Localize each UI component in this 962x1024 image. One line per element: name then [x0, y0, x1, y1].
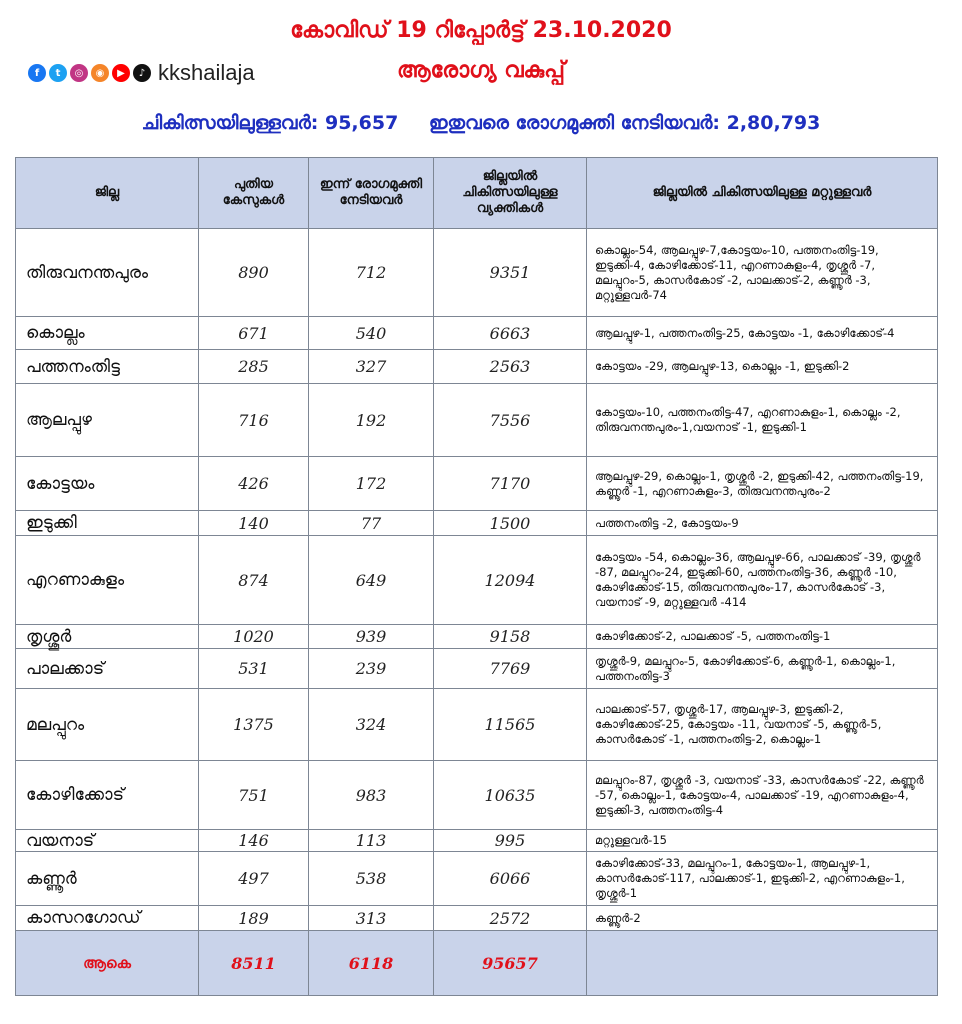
active-cell: 2572: [434, 906, 587, 931]
others-cell: കണ്ണൂർ-2: [587, 906, 938, 931]
others-cell: കോട്ടയം-10, പത്തനംതിട്ട-47, എറണാകുളം-1, കൊല്ലം -2, തിരുവനന്തപുരം-1,വയനാട് -1, ഇടുക്കി-1: [587, 384, 938, 457]
recovered-cell: 172: [309, 457, 434, 511]
district-report-table: [15, 157, 938, 996]
table-row: [16, 229, 938, 317]
recovered-cell: 313: [309, 906, 434, 931]
table-row: [16, 649, 938, 689]
district-cell: പാലക്കാട്: [16, 649, 199, 689]
report-title: കോവിഡ് 19 റിപ്പോർട്ട് 23.10.2020: [290, 18, 672, 43]
new-cases-cell: 1020: [199, 625, 309, 649]
recovered-cell: 540: [309, 317, 434, 350]
new-cases-cell: 874: [199, 536, 309, 625]
table-row: [16, 350, 938, 384]
table-row: [16, 852, 938, 906]
recovered-cell: 939: [309, 625, 434, 649]
district-cell: ആലപ്പുഴ: [16, 384, 199, 457]
active-cell: 6066: [434, 852, 587, 906]
website-icon[interactable]: ◉: [91, 64, 109, 82]
district-cell: മലപ്പുറം: [16, 689, 199, 761]
district-cell: കോഴിക്കോട്: [16, 761, 199, 830]
active-cell: 6663: [434, 317, 587, 350]
column-header-new-cases: പുതിയ കേസുകൾ: [199, 158, 309, 229]
others-cell: കൊല്ലം-54, ആലപ്പുഴ-7,കോട്ടയം-10, പത്തനംതിട്ട-19, ഇടുക്കി-4, കോഴിക്കോട്-11, എറണാകുളം-4, തൃശ്ശൂർ -7, മലപ്പുറം-5, കാസർകോട് -2, പാലക്കാട്-2, കണ്ണൂർ -3, മറ്റുള്ളവർ-74: [587, 229, 938, 317]
total-new-cases: 8511: [199, 931, 309, 996]
district-cell: തൃശ്ശൂർ: [16, 625, 199, 649]
others-cell: ആലപ്പുഴ-29, കൊല്ലം-1, തൃശ്ശൂർ -2, ഇടുക്കി-42, പത്തനംതിട്ട-19, കണ്ണൂർ -1, എറണാകുളം-3, തിരുവനന്തപുരം-2: [587, 457, 938, 511]
new-cases-cell: 426: [199, 457, 309, 511]
table-row: [16, 384, 938, 457]
total-active: 95657: [434, 931, 587, 996]
district-cell: എറണാകുളം: [16, 536, 199, 625]
total-recovered: 6118: [309, 931, 434, 996]
active-cell: 11565: [434, 689, 587, 761]
district-cell: കോട്ടയം: [16, 457, 199, 511]
recovered-cell: 649: [309, 536, 434, 625]
new-cases-cell: 146: [199, 830, 309, 852]
recovered-cell: 538: [309, 852, 434, 906]
table-row: [16, 761, 938, 830]
column-header-district: ജില്ല: [16, 158, 199, 229]
active-cell: 9158: [434, 625, 587, 649]
twitter-icon[interactable]: t: [49, 64, 67, 82]
others-cell: പത്തനംതിട്ട -2, കോട്ടയം-9: [587, 511, 938, 536]
district-cell: കണ്ണൂർ: [16, 852, 199, 906]
active-cell: 1500: [434, 511, 587, 536]
recovered-cell: 324: [309, 689, 434, 761]
others-cell: കോട്ടയം -54, കൊല്ലം-36, ആലപ്പുഴ-66, പാലക്കാട് -39, തൃശ്ശൂർ -87, മലപ്പുറം-24, ഇടുക്കി-60, പത്തനംതിട്ട-36, കണ്ണൂർ -10, കോഴിക്കോട്-15, തിരുവനന്തപുരം-17, കാസർകോട് -3, വയനാട് -9, മറ്റുള്ളവർ -414: [587, 536, 938, 625]
table-row: [16, 511, 938, 536]
active-cell: 7769: [434, 649, 587, 689]
active-cell: 12094: [434, 536, 587, 625]
others-cell: മലപ്പുറം-87, തൃശ്ശൂർ -3, വയനാട് -33, കാസർകോട് -22, കണ്ണൂർ -57, കൊല്ലം-1, കോട്ടയം-4, പാലക്കാട് -19, എറണാകുളം-4, ഇടുക്കി-3, പത്തനംതിട്ട-4: [587, 761, 938, 830]
total-others-empty: [587, 931, 938, 996]
others-cell: മറ്റുള്ളവർ-15: [587, 830, 938, 852]
youtube-icon[interactable]: ▶: [112, 64, 130, 82]
table-row: [16, 830, 938, 852]
recovered-cell: 327: [309, 350, 434, 384]
table-row: [16, 689, 938, 761]
social-handle[interactable]: kkshailaja: [158, 60, 255, 85]
table-row: [16, 457, 938, 511]
new-cases-cell: 531: [199, 649, 309, 689]
recovered-cell: 712: [309, 229, 434, 317]
summary-line: [0, 112, 962, 134]
new-cases-cell: 140: [199, 511, 309, 536]
new-cases-cell: 1375: [199, 689, 309, 761]
others-cell: കോട്ടയം -29, ആലപ്പുഴ-13, കൊല്ലം -1, ഇടുക്കി-2: [587, 350, 938, 384]
new-cases-cell: 497: [199, 852, 309, 906]
active-cell: 995: [434, 830, 587, 852]
district-cell: വയനാട്: [16, 830, 199, 852]
instagram-icon[interactable]: ◎: [70, 64, 88, 82]
district-cell: കാസറഗോഡ്: [16, 906, 199, 931]
recovered-total-summary: ഇതുവരെ രോഗമുക്തി നേടിയവർ: 2,80,793: [428, 112, 821, 134]
recovered-cell: 192: [309, 384, 434, 457]
others-cell: തൃശ്ശൂർ-9, മലപ്പുറം-5, കോഴിക്കോട്-6, കണ്ണൂർ-1, കൊല്ലം-1, പത്തനംതിട്ട-3: [587, 649, 938, 689]
new-cases-cell: 716: [199, 384, 309, 457]
active-cell: 7556: [434, 384, 587, 457]
active-cell: 9351: [434, 229, 587, 317]
recovered-cell: 239: [309, 649, 434, 689]
column-header-recovered: ഇന്ന് രോഗമുക്തി നേടിയവർ: [309, 158, 434, 229]
district-cell: പത്തനംതിട്ട: [16, 350, 199, 384]
table-row: [16, 625, 938, 649]
others-cell: കോഴിക്കോട്-2, പാലക്കാട് -5, പത്തനംതിട്ട-1: [587, 625, 938, 649]
new-cases-cell: 189: [199, 906, 309, 931]
recovered-cell: 983: [309, 761, 434, 830]
active-cell: 2563: [434, 350, 587, 384]
others-cell: പാലക്കാട്-57, തൃശ്ശൂർ-17, ആലപ്പുഴ-3, ഇടുക്കി-2, കോഴിക്കോട്-25, കോട്ടയം -11, വയനാട് -5, കണ്ണൂർ-5, കാസർകോട് -1, പത്തനംതിട്ട-2, കൊല്ലം-1: [587, 689, 938, 761]
recovered-cell: 113: [309, 830, 434, 852]
tiktok-icon[interactable]: ♪: [133, 64, 151, 82]
table-row: [16, 536, 938, 625]
total-label: ആകെ: [16, 931, 199, 996]
others-cell: കോഴിക്കോട്-33, മലപ്പുറം-1, കോട്ടയം-1, ആലപ്പുഴ-1, കാസർകോട്-117, പാലക്കാട്-1, ഇടുക്കി-2, എറണാകുളം-1, തൃശ്ശൂർ-1: [587, 852, 938, 906]
table-row: [16, 906, 938, 931]
report-subtitle: ആരോഗ്യ വകുപ്പ്: [397, 58, 565, 83]
total-row: [16, 931, 938, 996]
district-cell: തിരുവനന്തപുരം: [16, 229, 199, 317]
active-cell: 7170: [434, 457, 587, 511]
new-cases-cell: 890: [199, 229, 309, 317]
active-cell: 10635: [434, 761, 587, 830]
under-treatment-summary: ചികിത്സയിലുള്ളവർ: 95,657: [141, 112, 399, 134]
facebook-icon[interactable]: f: [28, 64, 46, 82]
column-header-others: ജില്ലയിൽ ചികിത്സയിലുള്ള മറ്റുള്ളവർ: [587, 158, 938, 229]
others-cell: ആലപ്പുഴ-1, പത്തനംതിട്ട-25, കോട്ടയം -1, കോഴിക്കോട്-4: [587, 317, 938, 350]
new-cases-cell: 671: [199, 317, 309, 350]
district-cell: കൊല്ലം: [16, 317, 199, 350]
recovered-cell: 77: [309, 511, 434, 536]
district-cell: ഇടുക്കി: [16, 511, 199, 536]
table-row: [16, 317, 938, 350]
new-cases-cell: 285: [199, 350, 309, 384]
column-header-active: ജില്ലയിൽ ചികിത്സയിലുള്ള വ്യക്തികൾ: [434, 158, 587, 229]
table-header-row: [16, 158, 938, 229]
new-cases-cell: 751: [199, 761, 309, 830]
